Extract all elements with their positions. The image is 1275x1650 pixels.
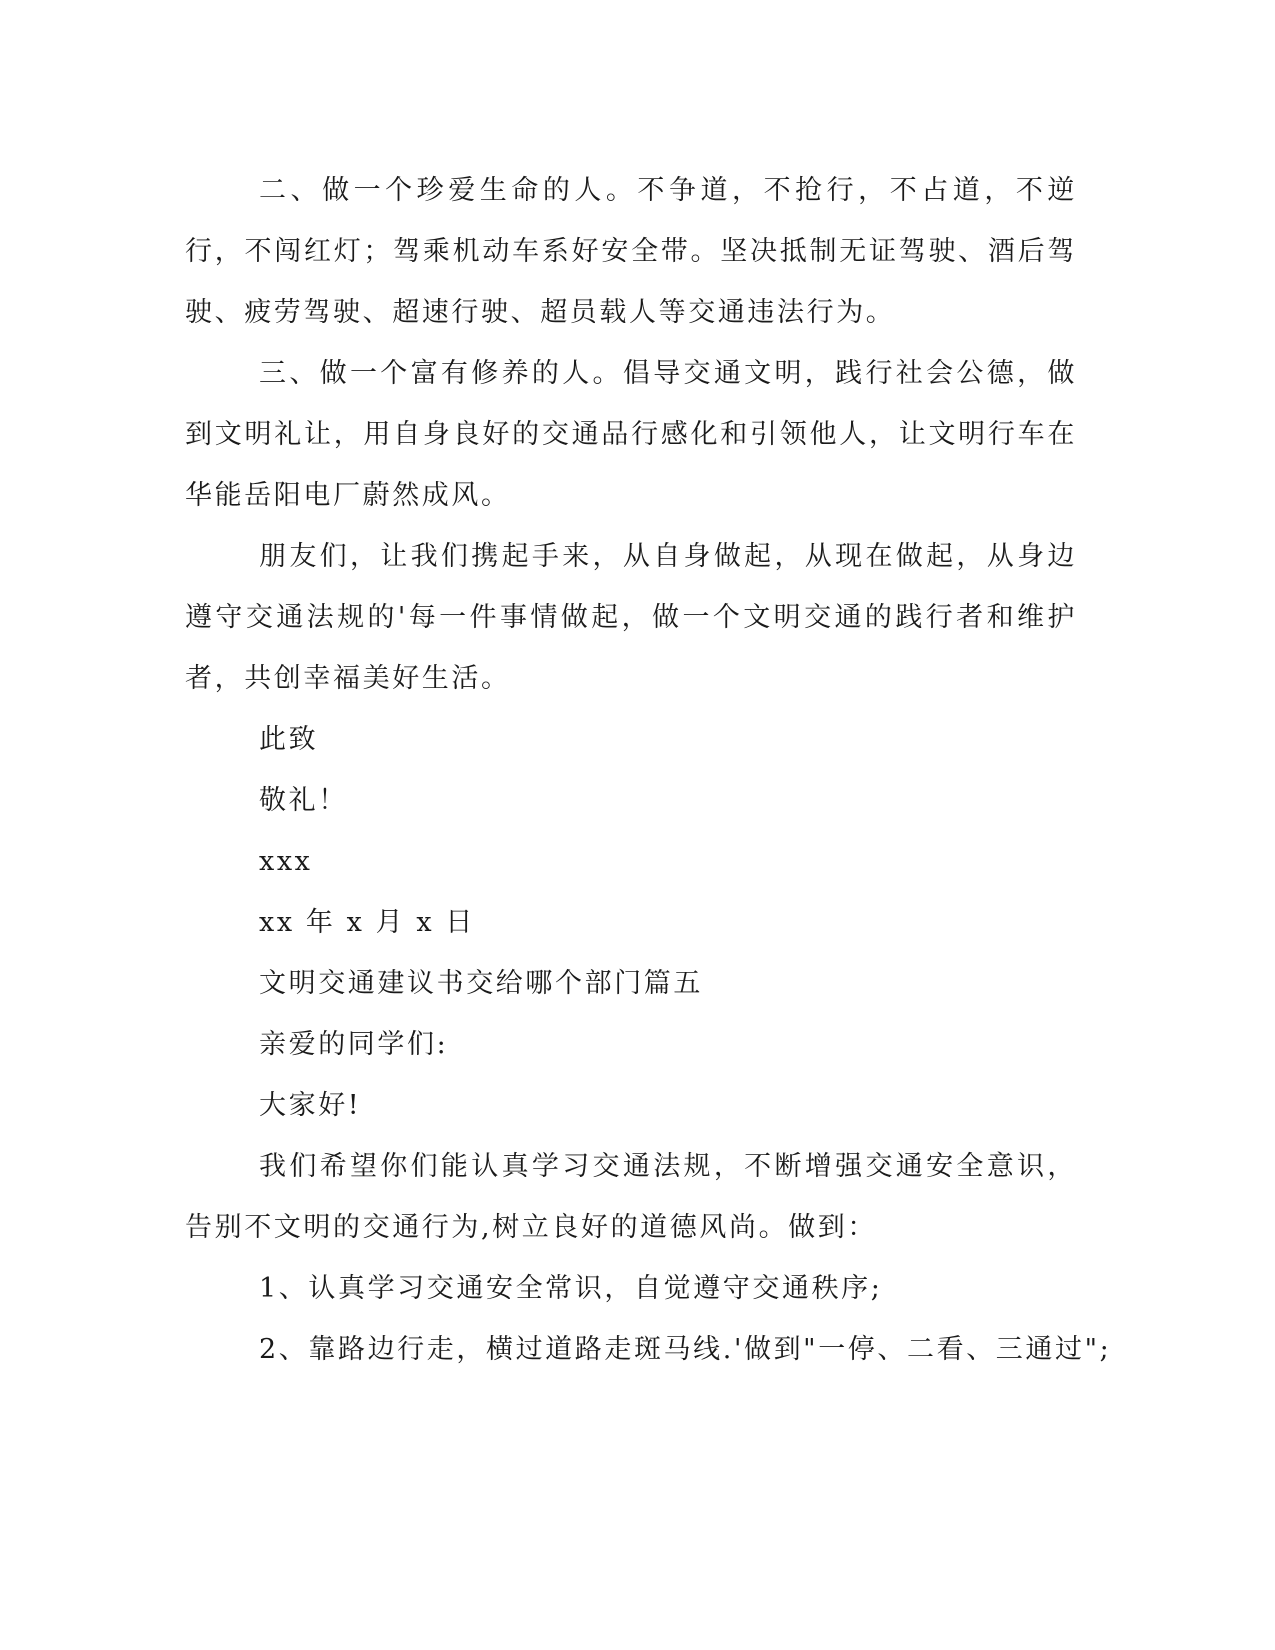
body-paragraph: 我们希望你们能认真学习交通法规，不断增强交通安全意识，告别不文明的交通行为,树立良好的道德风尚。做到： [185, 1151, 1077, 1243]
hello-line: 大家好! [259, 1090, 362, 1121]
salute-line: 敬礼！ [259, 785, 348, 816]
list-item-1: 1、认真学习交通安全常识，自觉遵守交通秩序; [259, 1273, 883, 1304]
greeting-line: 亲爱的同学们: [259, 1029, 449, 1060]
date-line: xx 年 x 月 x 日 [259, 907, 476, 938]
paragraph-two: 二、做一个珍爱生命的人。不争道，不抢行，不占道，不逆行，不闯红灯；驾乘机动车系好安全带。坚决抵制无证驾驶、酒后驾驶、疲劳驾驶、超速行驶、超员载人等交通违法行为。 [185, 175, 1077, 328]
section-title: 文明交通建议书交给哪个部门篇五 [259, 968, 703, 999]
paragraph-three: 三、做一个富有修养的人。倡导交通文明，践行社会公德，做到文明礼让，用自身良好的交通品行感化和引领他人，让文明行车在华能岳阳电厂蔚然成风。 [185, 358, 1077, 511]
paragraph-friends: 朋友们，让我们携起手来，从自身做起，从现在做起，从身边遵守交通法规的'每一件事情做起，做一个文明交通的践行者和维护者，共创幸福美好生活。 [185, 541, 1077, 694]
list-item-2: 2、靠路边行走，横过道路走斑马线.'做到"一停、二看、三通过"; [259, 1334, 1112, 1365]
signature-line: xxx [259, 846, 313, 877]
document-page [185, 160, 1112, 1380]
closing-line: 此致 [259, 724, 319, 755]
